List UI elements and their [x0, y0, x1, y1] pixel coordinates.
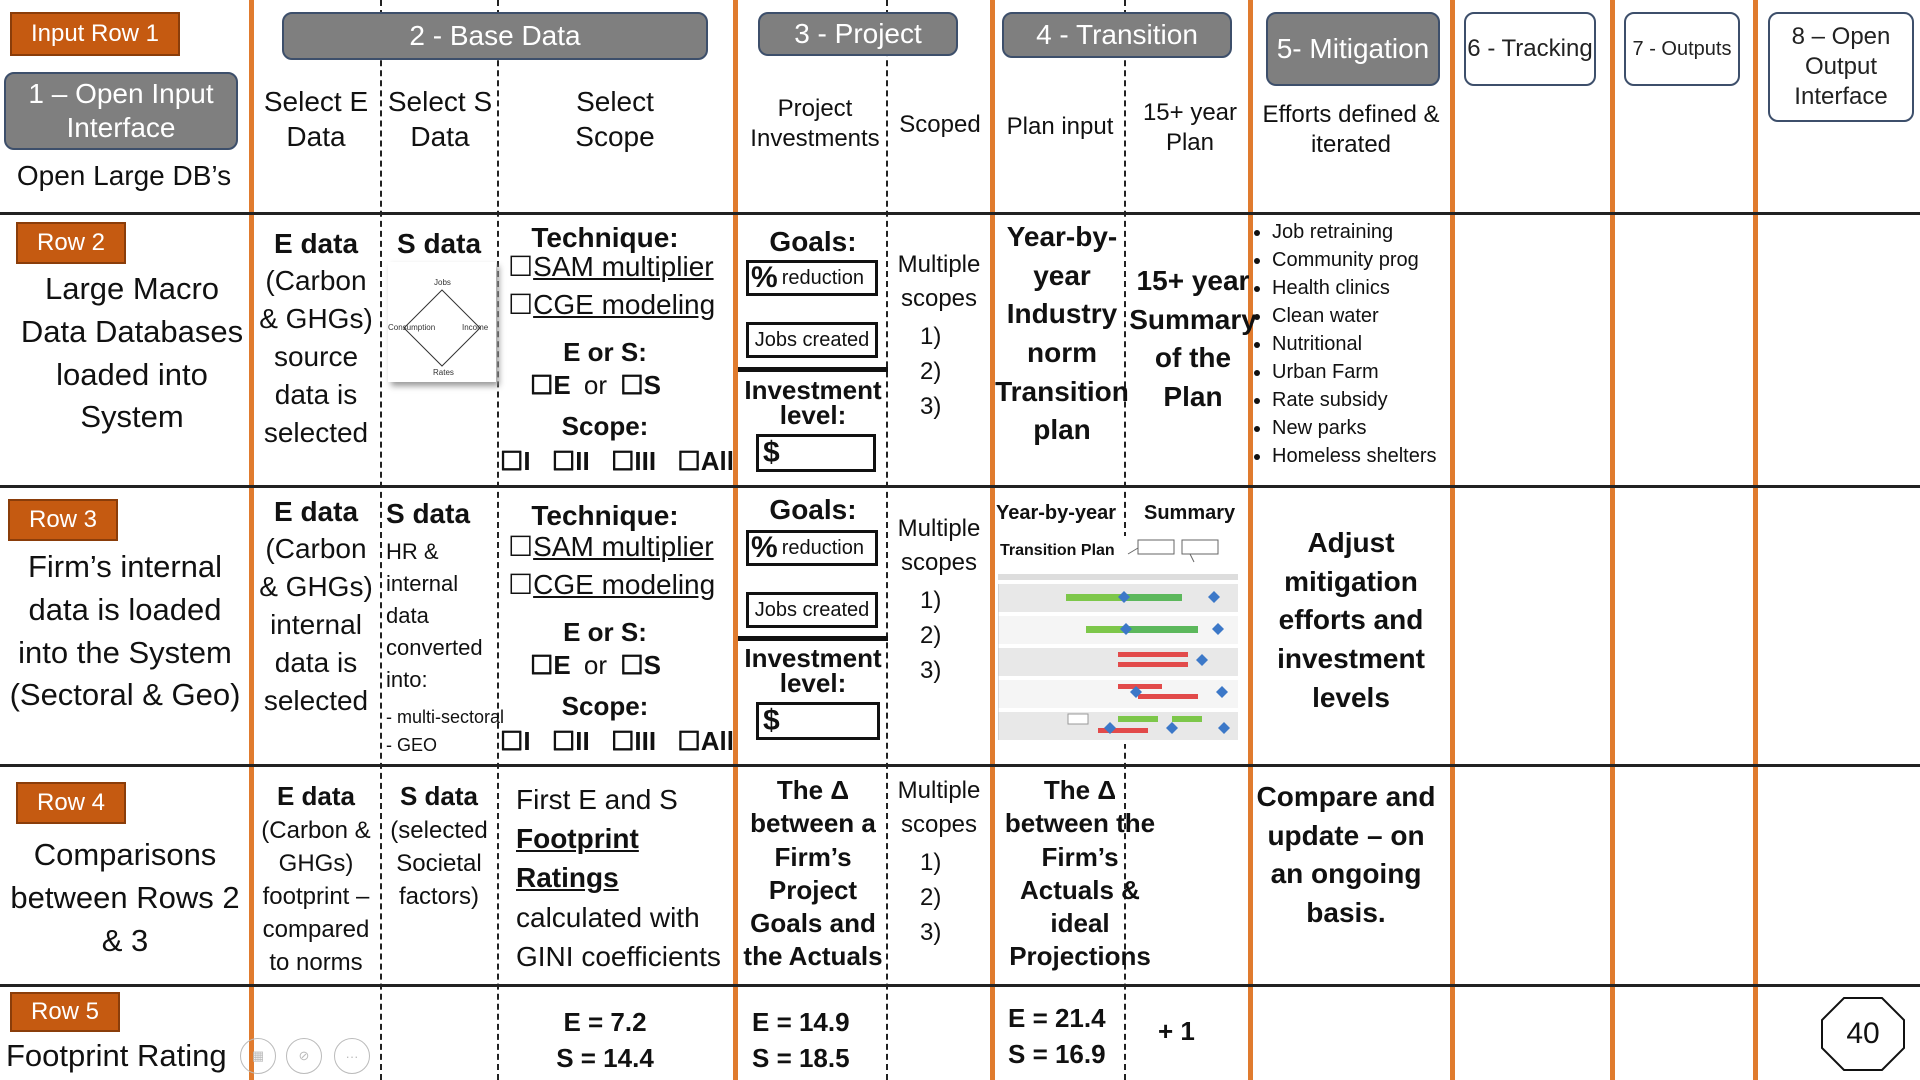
checkbox-icon[interactable]: ☐ — [620, 650, 644, 680]
row3-label: Firm’s internal data is loaded into the System (Sectoral & Geo) — [9, 549, 241, 713]
row2-multiple-scopes: Multiple scopes — [897, 251, 981, 312]
row-divider — [0, 984, 1920, 987]
video-off-icon[interactable]: ⊘ — [286, 1038, 322, 1074]
row2-summary: 15+ year Summary of the Plan — [1129, 265, 1257, 412]
row2-scope-list — [920, 320, 941, 424]
open-output-interface-button[interactable]: 8 – Open Output Interface — [1768, 12, 1914, 122]
row2-technique-title: Technique: — [531, 222, 679, 253]
row4-transition: The Δ between the Firm’s Actuals & ideal Projections — [1004, 775, 1156, 972]
row2-e-or-s-title: E or S: — [563, 337, 647, 367]
mitigation-item: • Clean water — [1272, 304, 1454, 328]
diagram-rates-label: Rates — [433, 368, 454, 377]
row4-e-data-body: (Carbon & GHGs) footprint – compared to norms — [261, 817, 371, 977]
plan-15-label: 15+ year Plan — [1142, 99, 1238, 156]
s-data-list-item: - multi-sectoral — [386, 707, 505, 727]
diagram-consumption-label: Consumption — [388, 323, 436, 332]
base-data-button[interactable]: 2 - Base Data — [282, 12, 708, 60]
percent-icon: % — [751, 531, 778, 564]
row2-transition-plan: Year-by-year Industry norm Transition plan — [995, 221, 1129, 446]
row3-mitigation: Adjust mitigation efforts and investment levels — [1277, 527, 1425, 713]
row3-summary: Summary — [1144, 502, 1236, 524]
separator-bar — [738, 367, 888, 372]
row4-scope-list — [920, 846, 941, 950]
row2-mitigation-list — [1254, 220, 1454, 472]
mitigation-item: • Community prog — [1272, 248, 1454, 272]
e-option-label: E — [553, 370, 571, 400]
checkbox-icon[interactable]: ☐ — [620, 370, 644, 400]
column-divider — [990, 0, 995, 1080]
checkbox-icon[interactable]: ☐ — [508, 289, 534, 320]
mitigation-item: • New parks — [1272, 416, 1454, 440]
row5-transition-ratings — [1008, 1000, 1106, 1073]
row4-e-data-title: E data — [276, 781, 356, 811]
row3-e-data-title: E data — [273, 496, 359, 527]
scope-list-item: 2) — [920, 621, 942, 649]
scope-list-item: 3) — [920, 918, 942, 946]
percent-icon: % — [751, 261, 778, 294]
checkbox-icon[interactable]: ☐ — [508, 569, 534, 600]
scope-text-line: First E and S — [516, 784, 678, 815]
project-s-rating: S = 18.5 — [752, 1043, 850, 1074]
checkbox-icon[interactable]: ☐ — [530, 650, 554, 680]
grid-view-icon[interactable]: ▦ — [240, 1038, 276, 1074]
row4-mitigation: Compare and update – on an ongoing basis. — [1256, 781, 1436, 928]
row3-goals-title: Goals: — [769, 494, 857, 525]
mitigation-item: • Rate subsidy — [1272, 388, 1454, 412]
row2-investment-level-label: Investment level: — [744, 375, 882, 430]
scope-list-item: 1) — [920, 323, 942, 350]
row4-project: The Δ between a Firm’s Project Goals and the Actuals — [743, 775, 883, 972]
row2-investment-input[interactable]: $ — [756, 434, 876, 472]
checkbox-icon[interactable]: ☐ — [530, 370, 554, 400]
row3-s-data-body: HR & internal data converted into: — [386, 539, 483, 692]
row2-e-data-title: E data — [273, 228, 359, 259]
reduction-label: reduction — [781, 266, 864, 289]
row-divider — [0, 485, 1920, 488]
open-input-interface-button[interactable]: 1 – Open Input Interface — [4, 72, 238, 150]
row5-plus-one: + 1 — [1158, 1016, 1195, 1046]
row3-s-data-title: S data — [386, 498, 471, 529]
row2-scope-title: Scope: — [561, 411, 649, 441]
mitigation-item: • Job retraining — [1272, 220, 1454, 244]
diagram-jobs-label: Jobs — [434, 278, 451, 287]
mitigation-button[interactable]: 5- Mitigation — [1266, 12, 1440, 86]
scope-e-rating: E = 7.2 — [563, 1007, 647, 1037]
row2-e-or-s-options[interactable] — [530, 370, 661, 401]
scope-text-line: calculated with GINI coefficients — [516, 901, 721, 972]
row4-multiple-scopes: Multiple scopes — [897, 777, 981, 838]
select-scope-label: Select Scope — [575, 86, 655, 152]
row5-tag: Row 5 — [10, 992, 120, 1032]
scope-option[interactable]: ☐I — [500, 726, 531, 756]
scope-list-item: 2) — [920, 357, 942, 385]
row3-technique-title: Technique: — [531, 500, 679, 531]
cge-label: CGE modeling — [533, 569, 716, 600]
row2-s-data-title: S data — [396, 228, 482, 259]
checkbox-icon[interactable]: ☐ — [508, 531, 534, 562]
efforts-label: Efforts defined & iterated — [1262, 101, 1440, 158]
column-divider — [1610, 0, 1615, 1080]
open-large-db-label: Open Large DB’s — [16, 160, 232, 191]
row5-scope-ratings — [540, 1004, 670, 1077]
row2-scope-options — [500, 446, 734, 477]
row4-s-data-title: S data — [399, 781, 479, 811]
row3-cge-option[interactable] — [508, 568, 715, 601]
row3-scope-title: Scope: — [561, 691, 649, 721]
s-data-list-item: - GEO — [386, 734, 438, 755]
mitigation-item: • Homeless shelters — [1272, 444, 1454, 468]
plan-input-label: Plan input — [1006, 113, 1114, 140]
scope-option[interactable]: ☐All — [677, 446, 734, 476]
scope-option[interactable]: ☐II — [551, 726, 590, 756]
gantt-chart-graphic — [998, 536, 1238, 744]
row-divider — [0, 212, 1920, 215]
row3-scope-list — [920, 584, 941, 688]
select-e-data-label: Select E Data — [263, 86, 369, 152]
column-divider — [1450, 0, 1455, 1080]
or-label: or — [583, 370, 608, 400]
input-row1-tag: Input Row 1 — [10, 12, 180, 56]
transition-s-rating: S = 16.9 — [1008, 1039, 1106, 1070]
row3-e-or-s-title: E or S: — [563, 617, 647, 647]
row4-tag: Row 4 — [16, 782, 126, 824]
column-divider — [1753, 0, 1758, 1080]
row4-label: Comparisons between Rows 2 & 3 — [10, 837, 240, 958]
scope-list-item: 3) — [920, 392, 942, 420]
row4-scope-text — [516, 780, 732, 976]
row2-e-data-body: (Carbon & GHGs) source data is selected — [259, 265, 373, 449]
scope-s-rating: S = 14.4 — [556, 1043, 654, 1074]
row2-goals-title: Goals: — [769, 226, 857, 257]
scope-list-item: 1) — [920, 849, 942, 876]
transition-e-rating: E = 21.4 — [1008, 1003, 1106, 1033]
or-label: or — [583, 650, 608, 680]
e-option-label: E — [553, 650, 571, 680]
row4-s-data-body: (selected Societal factors) — [390, 817, 488, 911]
checkbox-icon[interactable]: ☐ — [508, 251, 534, 282]
row2-label: Large Macro Data Databases loaded into System — [20, 271, 244, 435]
row3-e-data-body: (Carbon & GHGs) internal data is selected — [259, 533, 373, 717]
gantt-title: Transition Plan — [1000, 542, 1115, 559]
scope-option[interactable]: ☐II — [551, 446, 590, 476]
scope-list-item: 2) — [920, 883, 942, 911]
gantt-thumbnail — [998, 536, 1238, 744]
scope-option[interactable]: ☐I — [500, 446, 531, 476]
reduction-label: reduction — [781, 536, 864, 559]
transition-button[interactable]: 4 - Transition — [1002, 12, 1232, 58]
project-e-rating: E = 14.9 — [752, 1007, 850, 1037]
project-button[interactable]: 3 - Project — [758, 12, 958, 56]
column-divider — [733, 0, 738, 1080]
jobs-diagram — [388, 262, 496, 382]
project-investments-label: Project Investments — [750, 95, 880, 152]
row3-multiple-scopes: Multiple scopes — [897, 515, 981, 576]
sam-label: SAM multiplier — [533, 531, 714, 562]
row5-label: Footprint Rating — [6, 1038, 227, 1073]
row2-cge-option[interactable] — [508, 288, 715, 321]
scope-option[interactable]: ☐III — [611, 726, 657, 756]
column-divider — [1248, 0, 1253, 1080]
scope-list-item: 1) — [920, 587, 942, 614]
row3-e-or-s-options[interactable] — [530, 650, 661, 681]
scope-list-item: 3) — [920, 656, 942, 684]
row2-tag: Row 2 — [16, 222, 126, 264]
scope-option[interactable]: ☐III — [611, 446, 657, 476]
select-s-data-label: Select S Data — [387, 86, 493, 152]
mitigation-item: • Urban Farm — [1272, 360, 1454, 384]
row3-year-by-year: Year-by-year — [996, 502, 1117, 524]
separator-bar — [738, 636, 888, 641]
ratings-link: Ratings — [516, 862, 619, 894]
outputs-button[interactable]: 7 - Outputs — [1624, 12, 1740, 86]
row2-reduction-field[interactable] — [746, 260, 878, 296]
row3-investment-level-label: Investment level: — [744, 643, 882, 698]
mitigation-item: • Health clinics — [1272, 276, 1454, 300]
row-divider — [0, 764, 1920, 767]
row3-jobs-field[interactable]: Jobs created — [746, 592, 878, 628]
slide-number-badge — [1818, 994, 1908, 1074]
row3-reduction-field[interactable] — [746, 530, 878, 566]
row5-project-ratings — [752, 1004, 850, 1077]
more-options-icon[interactable]: ··· — [334, 1038, 370, 1074]
row3-sam-option[interactable] — [508, 530, 714, 563]
scope-option[interactable]: ☐All — [677, 726, 734, 756]
row2-sam-option[interactable] — [508, 250, 714, 283]
s-option-label: S — [643, 370, 661, 400]
mitigation-item: • Nutritional — [1272, 332, 1454, 356]
slide-number: 40 — [1846, 1017, 1880, 1050]
sam-label: SAM multiplier — [533, 251, 714, 282]
scoped-label: Scoped — [899, 111, 981, 138]
diagram-income-label: Income — [462, 323, 489, 332]
tracking-button[interactable]: 6 - Tracking — [1464, 12, 1596, 86]
footprint-link: Footprint — [516, 823, 639, 855]
row3-s-data-list — [386, 704, 504, 760]
row3-tag: Row 3 — [8, 499, 118, 541]
cge-label: CGE modeling — [533, 289, 716, 320]
s-option-label: S — [643, 650, 661, 680]
row3-investment-input[interactable]: $ — [756, 702, 880, 740]
row3-scope-options — [500, 726, 734, 757]
row2-jobs-field[interactable]: Jobs created — [746, 322, 878, 358]
dashed-divider — [380, 0, 382, 1080]
